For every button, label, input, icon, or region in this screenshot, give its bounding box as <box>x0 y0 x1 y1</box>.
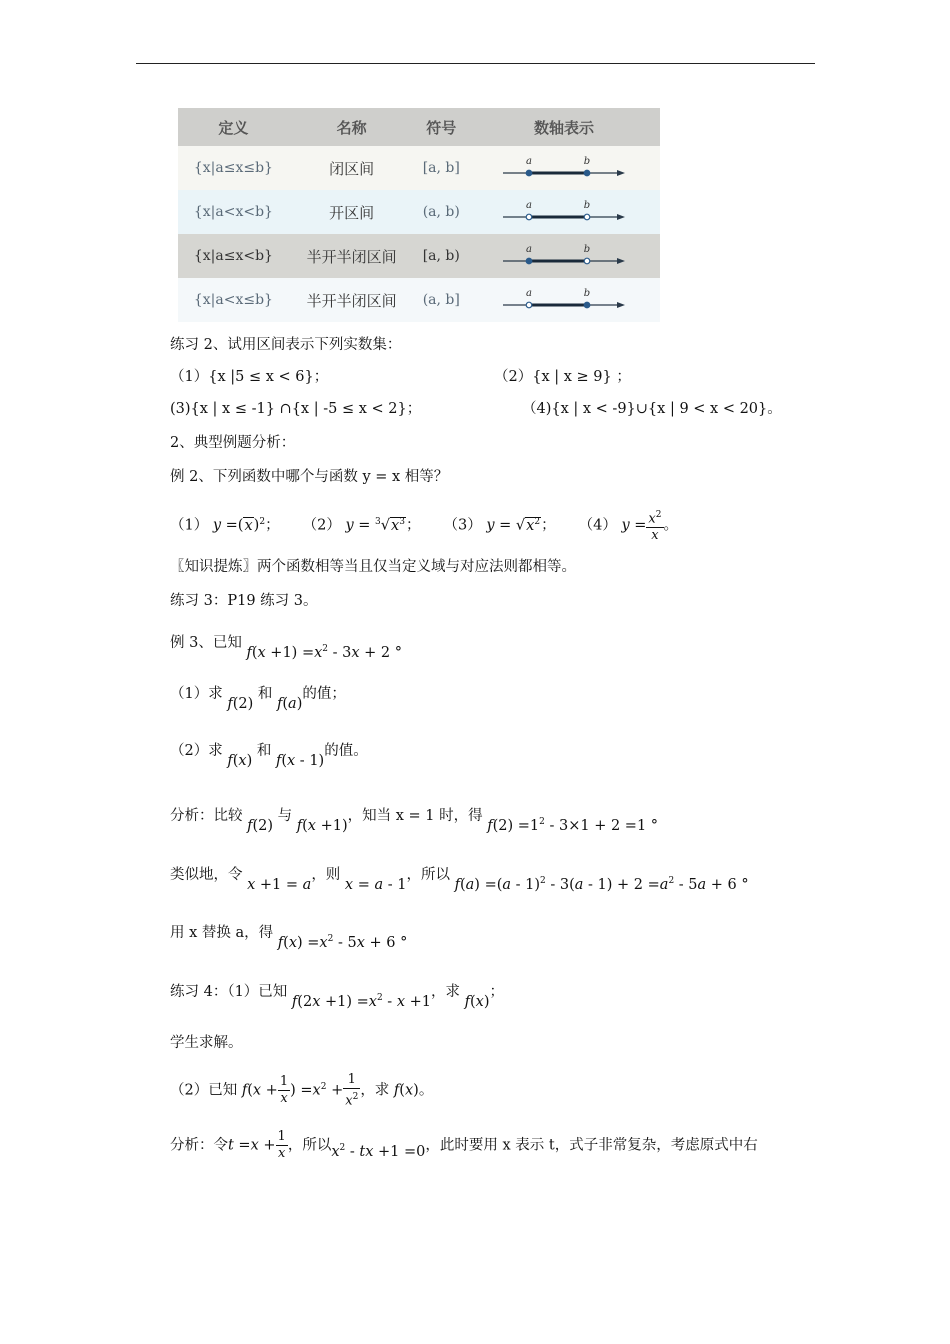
cell-axis <box>468 190 660 234</box>
axis-arrow-icon <box>617 302 625 308</box>
axis-arrow-icon <box>617 258 625 264</box>
cell-axis <box>468 146 660 190</box>
exercise-2-item-4: （4){x | x < -9}∪{x | 9 < x < 20}。 <box>522 401 782 417</box>
endpoint-b <box>584 214 590 220</box>
example-2: 例 2、下列函数中哪个与函数 y = x 相等？ <box>170 469 449 485</box>
exercise-2-item-1: （1）{x |5 ≤ x < 6}； <box>170 369 329 385</box>
endpoint-a <box>526 302 532 308</box>
cell-axis <box>468 234 660 278</box>
analysis-1-lead: 分析：比较 <box>170 807 243 824</box>
header-symbol: 符号 <box>415 108 468 146</box>
analysis-1-mid: ，知当 x = 1 时，得 <box>347 807 483 824</box>
exercise-4b-end: 。 <box>418 1082 434 1099</box>
exercise-4b-ask: ，求 <box>360 1082 390 1099</box>
analysis-2-lead: 类似地，令 <box>170 866 243 883</box>
exercise-2-item-3: (3){x | x ≤ -1} ∩{x | -5 ≤ x < 2}； <box>170 401 422 417</box>
cell-symbol: [a, b) <box>415 234 468 278</box>
cell-definition: {x|a≤x<b} <box>178 234 289 278</box>
question-2-and: 和 <box>256 743 272 759</box>
interval-table <box>178 108 660 322</box>
cell-name: 半开半闭区间 <box>289 234 415 278</box>
cell-definition: {x|a<x≤b} <box>178 278 289 322</box>
exercise-2-title: 练习 2、试用区间表示下列实数集： <box>170 337 402 353</box>
number-line <box>499 199 629 225</box>
cell-definition: {x|a<x<b} <box>178 190 289 234</box>
header-axis: 数轴表示 <box>468 108 660 146</box>
table-row <box>178 234 660 278</box>
label-b: b <box>583 288 591 299</box>
knowledge-summary: 〖知识提炼〗两个函数相等当且仅当定义域与对应法则都相等。 <box>170 559 576 575</box>
analysis-4-tail: ，此时要用 x 表示 t，式子非常复杂，考虑原式中右 <box>425 1137 758 1154</box>
label-b: b <box>583 200 591 211</box>
exercise-2-item-2: （2）{x | x ≥ 9} ； <box>494 369 631 385</box>
table-header-row <box>178 108 660 146</box>
table-row <box>178 278 660 322</box>
exercise-4b-lead: （2）已知 <box>170 1082 238 1099</box>
label-a: a <box>526 244 532 255</box>
question-1-lead: （1）求 <box>170 686 223 702</box>
endpoint-b <box>584 302 590 308</box>
cell-axis <box>468 278 660 322</box>
number-line <box>499 287 629 313</box>
analysis-4-lead: 分析：令 <box>170 1137 228 1154</box>
endpoint-a <box>526 214 532 220</box>
endpoint-a <box>526 258 532 264</box>
analysis-2-so: ，所以 <box>406 866 450 883</box>
exercise-4-end: ； <box>489 983 505 1000</box>
cell-name: 半开半闭区间 <box>289 278 415 322</box>
label-a: a <box>526 288 532 299</box>
header-definition: 定义 <box>178 108 289 146</box>
analysis-3: 用 x 替换 a，得 $f(x) =x^2 - 5x + 6$ ° <box>170 924 408 951</box>
student-solve: 学生求解。 <box>170 1035 243 1051</box>
exercise-3: 练习 3：P19 练习 3。 <box>170 593 318 609</box>
axis-arrow-icon <box>617 214 625 220</box>
analysis-3-lead: 用 x 替换 a，得 <box>170 924 274 941</box>
label-b: b <box>583 156 591 167</box>
axis-arrow-icon <box>617 170 625 176</box>
cell-symbol: (a, b) <box>415 190 468 234</box>
cell-symbol: (a, b] <box>415 278 468 322</box>
question-1: （1）求 f(2) 和 f(a)的值； <box>170 686 346 712</box>
cell-name: 开区间 <box>289 190 415 234</box>
exercise-4-ask: ，求 <box>431 983 460 1000</box>
endpoint-b <box>584 170 590 176</box>
question-2-tail: 的值。 <box>324 743 368 759</box>
analysis-4-so: ，所以 <box>287 1137 332 1154</box>
question-1-tail: 的值； <box>302 686 346 702</box>
example-3: 例 3、已知 $f(x +1) =x^2 - 3x + 2$ ° <box>170 634 402 661</box>
endpoint-a <box>526 170 532 176</box>
analysis-4: 分析：令t =x + $\frac{1}{x}$ ，所以$x^2$ - tx +1 =0，此时要用 x 表示 t，式子非常复杂，考虑原式中右 <box>170 1129 758 1161</box>
exercise-4-part-2: （2）已知 f(x + $\frac{1}{x}$ ) $=x^2$ + $\frac{1}{x^2}$ ，求 f(x)。 <box>170 1072 434 1109</box>
analysis-1: 分析：比较 f(2) 与 f(x +1)，知当 x = 1 时，得 $f(2) =1^2 - 3\times 1 + 2 =1$ ° <box>170 807 659 834</box>
section-2-heading: 2、典型例题分析： <box>170 435 296 451</box>
table-row <box>178 190 660 234</box>
header-name: 名称 <box>289 108 415 146</box>
exercise-4: 练习 4：（1）已知 $f(2x +1) =x^2 - x +1$，求 f(x)； <box>170 983 505 1010</box>
question-2-lead: （2）求 <box>170 743 223 759</box>
exercise-4-lead: 练习 4：（1）已知 <box>170 983 288 1000</box>
number-line <box>499 243 629 269</box>
label-b: b <box>583 244 591 255</box>
cell-name: 闭区间 <box>289 146 415 190</box>
analysis-1-and: 与 <box>277 807 293 824</box>
question-1-and: 和 <box>257 686 273 702</box>
example-3-lead: 例 3、已知 <box>170 634 242 651</box>
table-row <box>178 146 660 190</box>
question-2: （2）求 f(x) 和 f(x - 1)的值。 <box>170 743 368 769</box>
endpoint-b <box>584 258 590 264</box>
header-rule <box>136 63 815 64</box>
analysis-2-then: ，则 <box>311 866 341 883</box>
label-a: a <box>526 200 532 211</box>
analysis-2: 类似地，令 x +1 = a，则 x = a - 1，所以 $f(a) =(a - 1)^2 - 3(a - 1) + 2 =a^2 - 5a + 6$ ° <box>170 866 749 893</box>
cell-definition: {x|a≤x≤b} <box>178 146 289 190</box>
example-2-options: （1） $y =(x)^2$； （2） $y = ^3√x^3$； （3） $y = √x^2$； （4） y = $\frac{x^2}{x}$ 。 <box>170 507 678 544</box>
number-line <box>499 155 629 181</box>
cell-symbol: [a, b] <box>415 146 468 190</box>
label-a: a <box>526 156 532 167</box>
